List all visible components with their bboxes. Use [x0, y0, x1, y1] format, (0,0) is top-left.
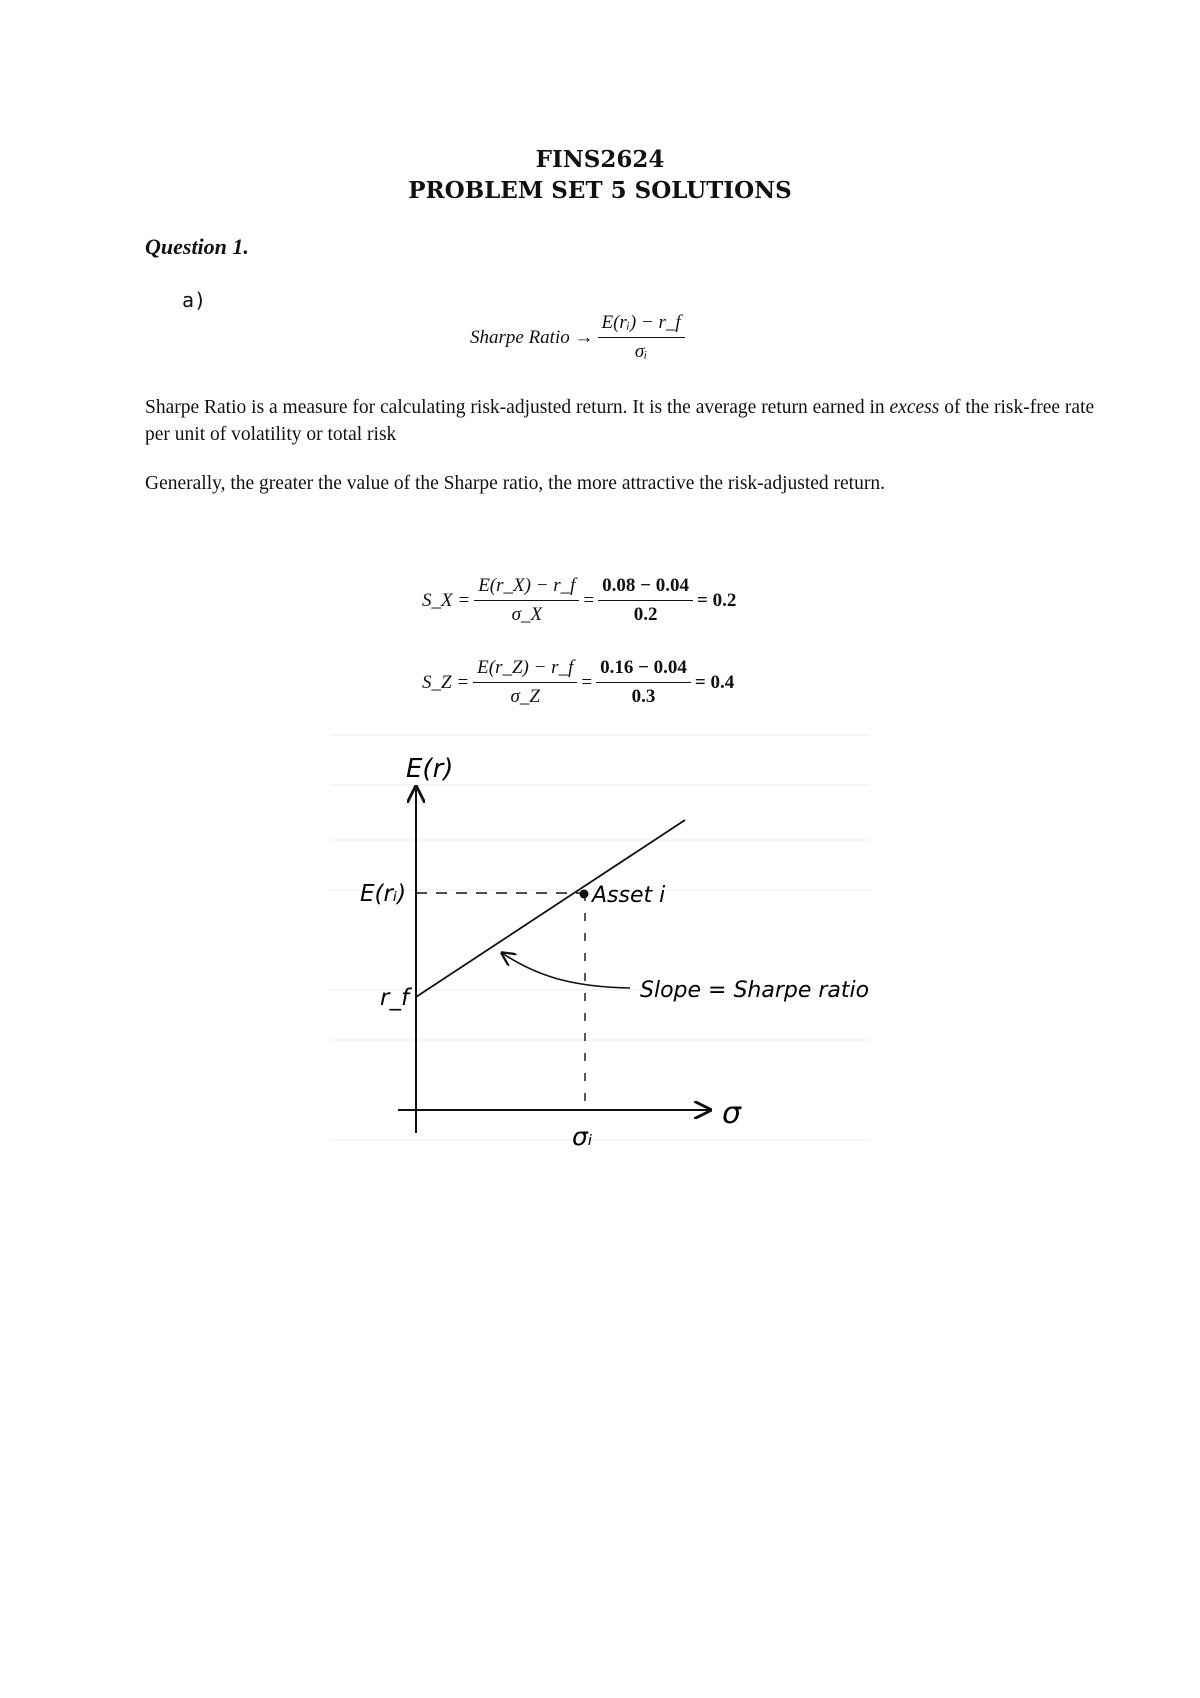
sx-fraction [474, 575, 579, 626]
annotation-arrow [502, 953, 630, 988]
sharpe-line [416, 820, 685, 997]
sx-value-denominator: 0.2 [633, 604, 658, 625]
point-y-label: E(rᵢ) [360, 881, 407, 907]
sx-value-fraction [598, 575, 693, 626]
sx-lhs: S_X = [422, 589, 471, 611]
slope-annotation: Slope = Sharpe ratio [640, 978, 870, 1003]
definition-emphasis: excess [889, 397, 940, 418]
sx-numerator: E(r_X) − r_f [474, 575, 579, 601]
sz-denominator: σ_Z [510, 686, 540, 707]
formula-numerator: E(rᵢ) − r_f [598, 312, 685, 338]
sz-fraction [473, 657, 577, 708]
sz-numerator: E(r_Z) − r_f [473, 657, 577, 683]
y-axis-label: E(r) [406, 754, 454, 784]
rf-label: r_f [380, 985, 410, 1011]
definition-paragraph [145, 394, 1095, 448]
equals-sign: = [583, 589, 595, 611]
sx-value-numerator: 0.08 − 0.04 [598, 575, 693, 601]
sigma-i-label: σᵢ [572, 1122, 593, 1151]
interpretation-paragraph: Generally, the greater the value of the Sharpe ratio, the more attractive the risk-adjusted return. [145, 473, 885, 494]
sharpe-z-equation [422, 657, 734, 708]
x-axis-label: σ [722, 1096, 742, 1131]
sz-result: = 0.4 [694, 671, 735, 693]
sx-denominator: σ_X [511, 604, 543, 625]
part-label: a) [182, 288, 207, 312]
paper-lines [330, 735, 870, 1140]
sz-value-numerator: 0.16 − 0.04 [596, 657, 691, 683]
course-code: FINS2624 [535, 146, 665, 173]
asset-label: Asset i [592, 883, 666, 908]
document-title: PROBLEM SET 5 SOLUTIONS [408, 177, 792, 204]
sharpe-ratio-sketch [330, 725, 890, 1165]
definition-text-1: Sharpe Ratio is a measure for calculating risk-adjusted return. It is the average return earned in [145, 397, 890, 418]
sz-value-fraction [596, 657, 691, 708]
equals-sign: = [581, 671, 593, 693]
sx-result: = 0.2 [697, 589, 737, 611]
formula-lhs: Sharpe Ratio → [470, 326, 594, 348]
sz-value-denominator: 0.3 [631, 686, 656, 707]
asset-point [580, 890, 589, 899]
sharpe-x-equation [422, 575, 736, 626]
formula-fraction [598, 312, 685, 363]
formula-denominator: σᵢ [634, 341, 648, 362]
definition-text-2: of the risk-free rate per unit of volatility or total risk [145, 397, 1095, 445]
sharpe-ratio-formula [470, 312, 689, 363]
sz-lhs: S_Z = [422, 671, 470, 693]
question-heading: Question 1. [145, 234, 249, 259]
